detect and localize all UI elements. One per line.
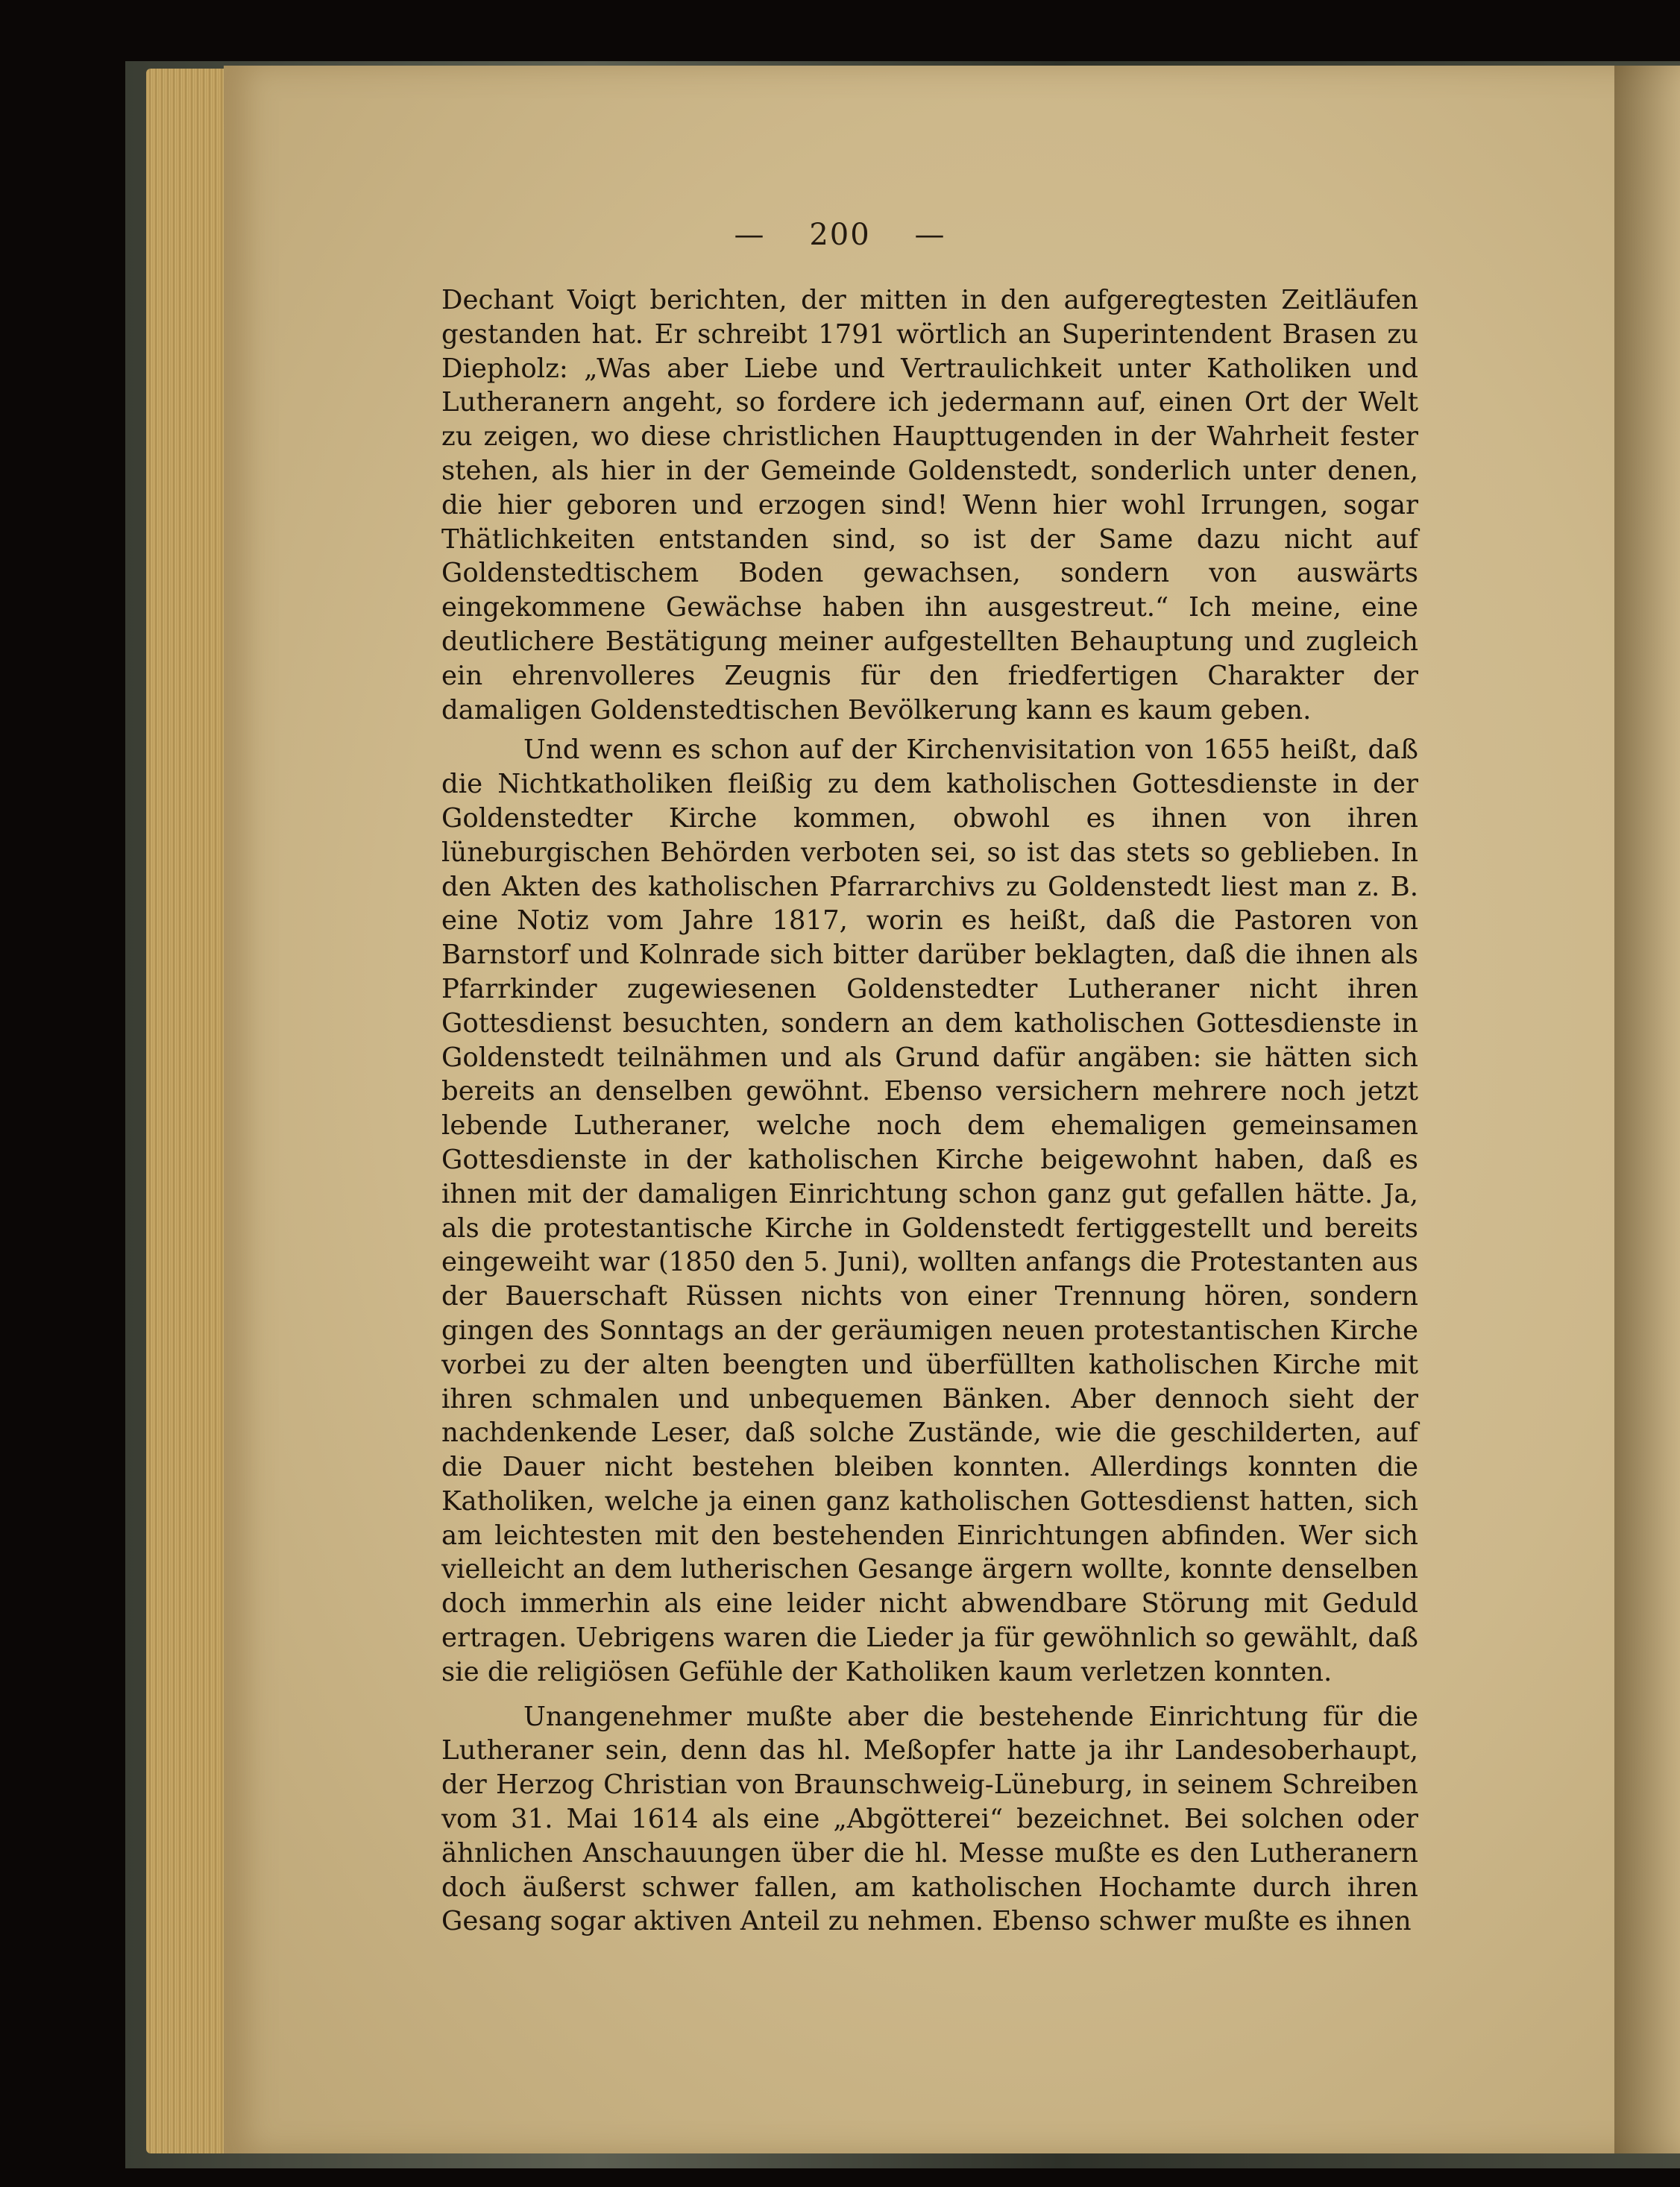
page-gutter	[1614, 66, 1680, 2153]
header-dash-right: —	[914, 218, 946, 252]
body-text	[441, 283, 1418, 1939]
header-dash-left: —	[734, 218, 766, 252]
paragraph-2: Und wenn es schon auf der Kirchenvisitation von 1655 heißt, daß die Nichtkatholiken fleißig zu dem katholischen Gottesdienste in der Goldenstedter Kirche kommen, obwohl es ihnen von ihren lüneburgischen Behörden verboten sei, so ist das stets so geblieben. In den Akten des katholischen Pfarrarchivs zu Goldenstedt liest man z. B. eine Notiz vom Jahre 1817, worin es heißt, daß die Pastoren von Barnstorf und Kolnrade sich bitter darüber beklagten, daß die ihnen als Pfarrkinder zugewiesenen Goldenstedter Lutheraner nicht ihren Gottesdienst besuchten, sondern an dem katholischen Gottesdienste in Goldenstedt teilnähmen und als Grund dafür angäben: sie hätten sich bereits an denselben gewöhnt. Ebenso versichern mehrere noch jetzt lebende Lutheraner, welche noch dem ehemaligen gemeinsamen Gottesdienste in der katholischen Kirche beigewohnt haben, daß es ihnen mit der damaligen Einrichtung schon ganz gut gefallen hätte. Ja, als die protestantische Kirche in Goldenstedt fertiggestellt und bereits eingeweiht war (1850 den 5. Juni), wollten anfangs die Protestanten aus der Bauerschaft Rüssen nichts von einer Trennung hören, sondern gingen des Sonntags an der geräumigen neuen protestantischen Kirche vorbei zu der alten beengten und überfüllten katholischen Kirche mit ihren schmalen und unbequemen Bänken. Aber dennoch sieht der nachdenkende Leser, daß solche Zustände, wie die geschilderten, auf die Dauer nicht bestehen bleiben konnten. Allerdings konnten die Katholiken, welche ja einen ganz katholischen Gottesdienst hatten, sich am leichtesten mit den bestehenden Einrichtungen abfinden. Wer sich vielleicht an dem lutherischen Gesange ärgern wollte, konnte denselben doch immerhin als eine leider nicht abwendbare Störung mit Geduld ertragen. Uebrigens waren die Lieder ja für gewöhnlich so gewählt, daß sie die religiösen Gefühle der Katholiken kaum verletzen konnten.	[441, 734, 1418, 1687]
paragraph-3: Unangenehmer mußte aber die bestehende Einrichtung für die Lutheraner sein, denn das hl. Meßopfer hatte ja ihr Landesoberhaupt, der Herzog Christian von Braunschweig-Lüneburg, in seinem Schreiben vom 31. Mai 1614 als eine „Abgötterei“ bezeichnet. Bei solchen oder ähnlichen Anschauungen über die hl. Messe mußte es den Lutheranern doch äußerst schwer fallen, am katholischen Hochamte durch ihren Gesang sogar aktiven Anteil zu nehmen. Ebenso schwer mußte es ihnen	[441, 1701, 1418, 1937]
page-number: 200	[809, 218, 871, 252]
page-header	[0, 218, 1680, 252]
paragraph-1: Dechant Voigt berichten, der mitten in den aufgeregtesten Zeitläufen gestanden hat. Er schreibt 1791 wörtlich an Superintendent Brasen zu Diepholz: „Was aber Liebe und Vertraulichkeit unter Katholiken und Lutheranern angeht, so fordere ich jedermann auf, einen Ort der Welt zu zeigen, wo diese christlichen Haupttugenden in der Wahrheit fester stehen, als hier in der Gemeinde Goldenstedt, sonderlich unter denen, die hier geboren und erzogen sind! Wenn hier wohl Irrungen, sogar Thätlichkeiten entstanden sind, so ist der Same dazu nicht auf Goldenstedtischem Boden gewachsen, sondern von auswärts eingekommene Gewächse haben ihn ausgestreut.“ Ich meine, eine deutlichere Bestätigung meiner aufgestellten Behauptung und zugleich ein ehrenvolleres Zeugnis für den friedfertigen Charakter der damaligen Goldenstedtischen Bevölkerung kann es kaum geben.	[441, 285, 1418, 726]
